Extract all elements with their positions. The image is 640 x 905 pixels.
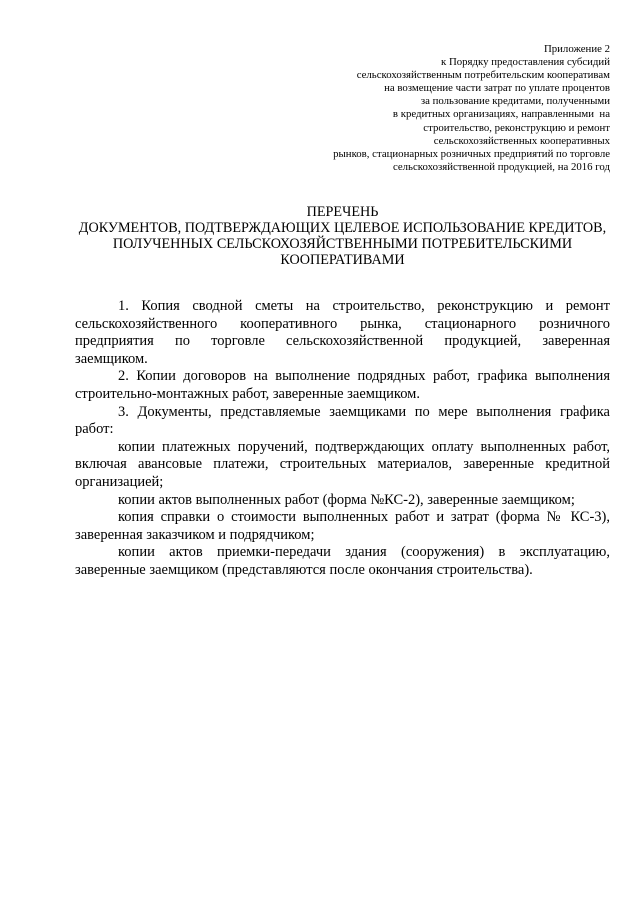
body-line: 3. Документы, представляемые заемщиками по мере выполнения графика: [118, 403, 610, 420]
body-line: предприятия по торговле сельскохозяйственной продукцией, заверенная: [75, 333, 610, 350]
header-line: в кредитных организациях, направленными на: [392, 108, 610, 121]
list-item-acceptance-acts: [75, 544, 610, 579]
header-line: сельскохозяйственной продукцией, на 2016 год: [392, 160, 610, 173]
header-line: за пользование кредитами, полученными: [420, 95, 610, 108]
list-item-ks2-acts: [75, 492, 610, 510]
header-line: сельскохозяйственным потребительским кооперативам: [356, 69, 610, 82]
document-body: [75, 298, 610, 580]
body-line: включая авансовые платежи, строительных материалов, заверенные кредитной: [75, 456, 610, 473]
title-line: ДОКУМЕНТОВ, ПОДТВЕРЖДАЮЩИХ ЦЕЛЕВОЕ ИСПОЛЬЗОВАНИЕ КРЕДИТОВ,: [78, 220, 607, 236]
paragraph-3: [75, 404, 610, 439]
header-line: к Порядку предоставления субсидий: [441, 56, 610, 69]
title-heading: ПЕРЕЧЕНЬ: [306, 204, 379, 220]
body-line: организацией;: [75, 473, 164, 490]
body-line: работ:: [75, 421, 114, 438]
body-line: копия справки о стоимости выполненных работ и затрат (форма № КС-3),: [118, 509, 610, 526]
body-line: копии платежных поручений, подтверждающих оплату выполненных работ,: [118, 438, 610, 455]
body-line: заверенные заемщиком (представляются после окончания строительства).: [75, 561, 533, 578]
header-line: рынков, стационарных розничных предприятий по торговле: [333, 147, 610, 160]
list-item-ks3-certificate: [75, 509, 610, 544]
body-line: 1. Копия сводной сметы на строительство, реконструкцию и ремонт: [118, 298, 610, 314]
header-line: сельскохозяйственных кооперативных: [433, 134, 610, 147]
appendix-number: Приложение 2: [543, 43, 610, 55]
title-line: КООПЕРАТИВАМИ: [280, 252, 405, 268]
body-line: сельскохозяйственного кооперативного рынка, стационарного розничного: [75, 315, 610, 332]
list-item-payment-orders: [75, 439, 610, 492]
document-title: [50, 204, 635, 268]
title-line: ПОЛУЧЕННЫХ СЕЛЬСКОХОЗЯЙСТВЕННЫМИ ПОТРЕБИТЕЛЬСКИМИ: [112, 236, 573, 252]
header-line: на возмещение части затрат по уплате процентов: [384, 82, 610, 95]
appendix-header: [333, 43, 610, 174]
paragraph-2: [75, 368, 610, 403]
body-line: 2. Копии договоров на выполнение подрядных работ, графика выполнения: [118, 368, 610, 385]
body-line: заверенная заказчиком и подрядчиком;: [75, 526, 315, 543]
header-line: строительство, реконструкцию и ремонт: [423, 121, 610, 134]
paragraph-1: [75, 298, 610, 368]
body-line: копии актов приемки-передачи здания (сооружения) в эксплуатацию,: [118, 544, 610, 561]
body-line: копии актов выполненных работ (форма №КС-2), заверенные заемщиком;: [118, 491, 575, 508]
body-line: строительно-монтажных работ, заверенные заемщиком.: [75, 385, 420, 402]
body-line: заемщиком.: [75, 350, 148, 367]
